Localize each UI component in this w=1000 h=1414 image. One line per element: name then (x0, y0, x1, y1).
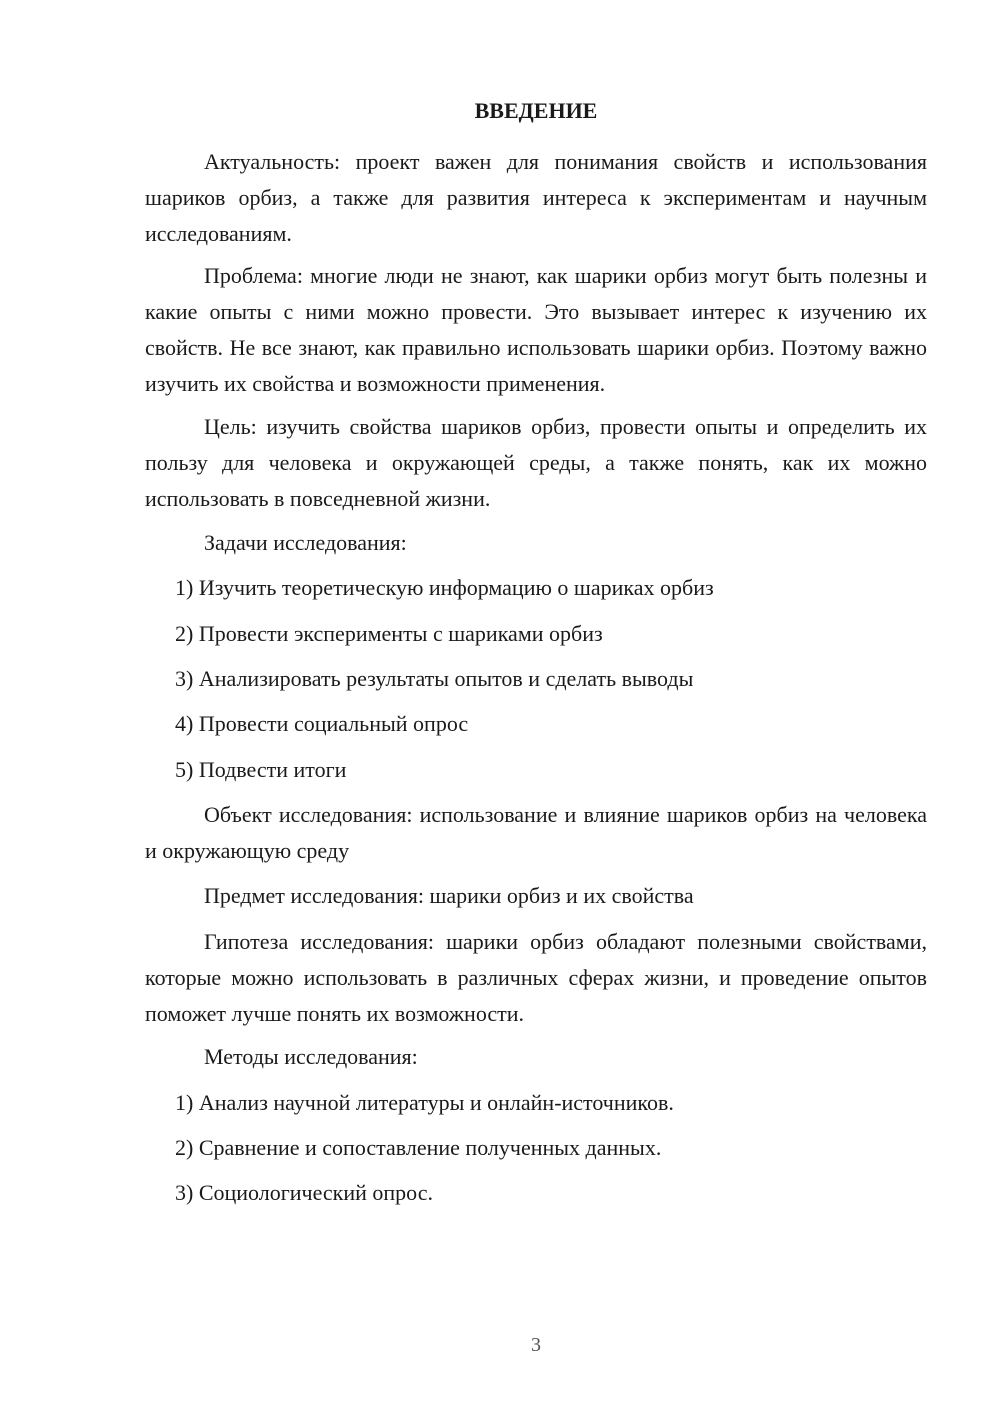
task-item-1: 1) Изучить теоретическую информацию о шариках орбиз (175, 575, 714, 600)
task-item-3: 3) Анализировать результаты опытов и сделать выводы (175, 666, 694, 691)
object-paragraph: Объект исследования: использование и влияние шариков орбиз на человека и окружающую среду (145, 802, 927, 863)
hypothesis-paragraph: Гипотеза исследования: шарики орбиз обладают полезными свойствами, которые можно использовать в различных сферах жизни, и проведение опытов поможет лучше понять их возможности. (145, 929, 927, 1026)
methods-heading: Методы исследования: (204, 1044, 418, 1069)
task-item-4: 4) Провести социальный опрос (175, 711, 469, 736)
tasks-heading: Задачи исследования: (204, 530, 407, 555)
method-item-2: 2) Сравнение и сопоставление полученных данных. (175, 1135, 662, 1160)
page-number: 3 (531, 1334, 541, 1356)
goal-paragraph: Цель: изучить свойства шариков орбиз, провести опыты и определить их пользу для человека и окружающей среды, а также понять, как их можно использовать в повседневной жизни. (145, 414, 927, 511)
task-item-5: 5) Подвести итоги (175, 757, 347, 782)
page-title: ВВЕДЕНИЕ (474, 98, 598, 123)
task-item-2: 2) Провести эксперименты с шариками орбиз (175, 621, 603, 646)
subject-paragraph: Предмет исследования: шарики орбиз и их свойства (204, 883, 694, 908)
method-item-1: 1) Анализ научной литературы и онлайн-источников. (175, 1090, 674, 1115)
actuality-paragraph: Актуальность: проект важен для понимания свойств и использования шариков орбиз, а также для развития интереса к экспериментам и научным исследованиям. (145, 149, 927, 246)
method-item-3: 3) Социологический опрос. (175, 1180, 433, 1205)
problem-paragraph: Проблема: многие люди не знают, как шарики орбиз могут быть полезны и какие опыты с ними можно провести. Это вызывает интерес к изучению их свойств. Не все знают, как правильно использовать шарики орбиз. Поэтому важно изучить их свойства и возможности применения. (145, 263, 927, 396)
